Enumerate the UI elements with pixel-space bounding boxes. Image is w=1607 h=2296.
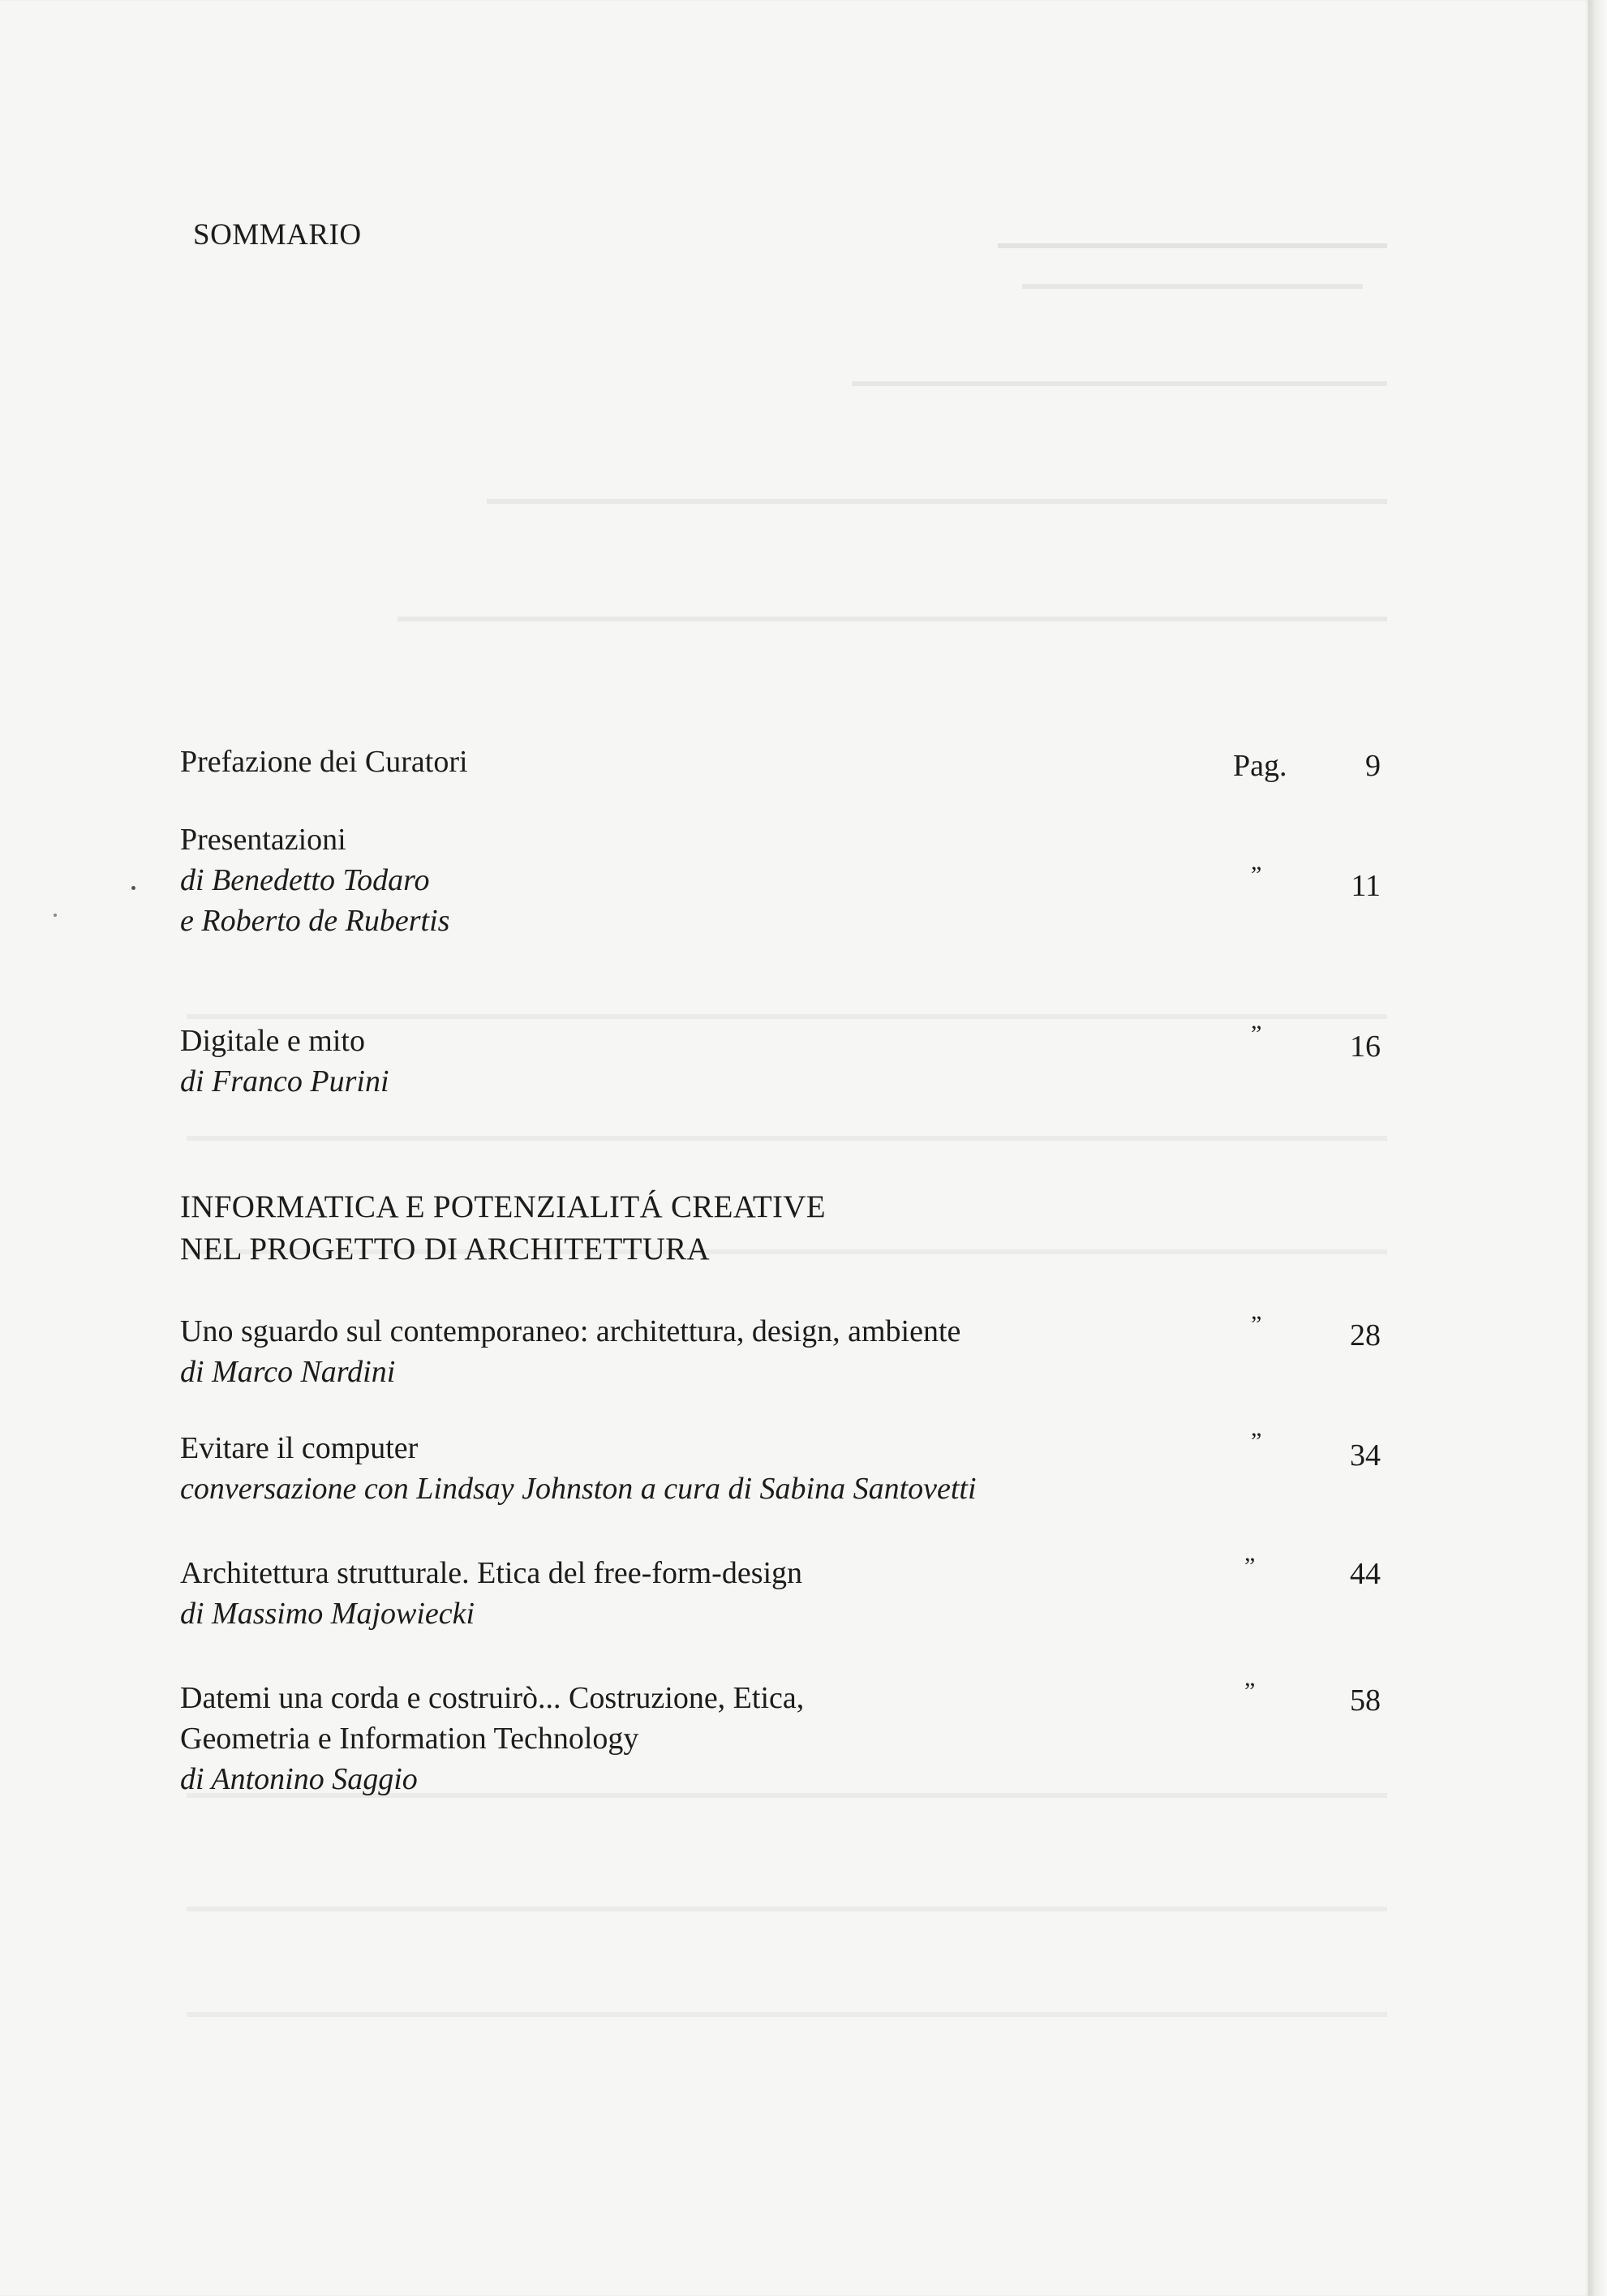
show-through-line (1022, 284, 1363, 289)
margin-speck (131, 886, 135, 890)
page-number: 44 (1350, 1557, 1381, 1591)
toc-entry (180, 1428, 1381, 1517)
toc-entry (180, 1021, 1381, 1110)
entry-title-line: Geometria e Information Technology (180, 1722, 639, 1756)
table-of-contents-heading: SOMMARIO (193, 218, 362, 252)
entry-author: di Franco Purini (180, 1064, 389, 1099)
show-through-line (187, 1907, 1387, 1911)
show-through-line (487, 499, 1387, 504)
page-number: 11 (1351, 869, 1381, 903)
entry-title: Evitare il computer (180, 1431, 419, 1465)
margin-speck (54, 914, 57, 917)
page-number: 34 (1350, 1438, 1381, 1473)
page-edge (1588, 0, 1607, 2296)
ditto-mark: ” (1251, 1021, 1262, 1047)
show-through-line (187, 2012, 1387, 2017)
entry-title: Uno sguardo sul contemporaneo: architettura, design, ambiente (180, 1314, 961, 1348)
entry-title: Prefazione dei Curatori (180, 745, 468, 779)
entry-title-line: Datemi una corda e costruirò... Costruzione, Etica, (180, 1681, 805, 1715)
ditto-mark: ” (1244, 1678, 1256, 1705)
show-through-line (187, 1136, 1387, 1141)
toc-entry (180, 1311, 1381, 1400)
show-through-line (397, 617, 1387, 621)
show-through-line (187, 1014, 1387, 1019)
section-title-line: NEL PROGETTO DI ARCHITETTURA (180, 1232, 710, 1266)
page-number: 16 (1350, 1030, 1381, 1064)
show-through-line (998, 243, 1387, 248)
toc-entry (180, 1553, 1381, 1642)
page-number: 58 (1350, 1683, 1381, 1718)
toc-entry (180, 1678, 1381, 1808)
page-number: 9 (1365, 749, 1381, 783)
ditto-mark: ” (1244, 1553, 1256, 1580)
entry-author: di Benedetto Todaro (180, 863, 430, 897)
entry-title: Architettura strutturale. Etica del free-form-design (180, 1556, 803, 1590)
toc-entry (180, 742, 1381, 790)
section-heading (180, 1186, 1381, 1271)
ditto-mark: ” (1251, 1311, 1262, 1338)
page-label: Pag. (1233, 749, 1287, 783)
entry-author: conversazione con Lindsay Johnston a cura di Sabina Santovetti (180, 1472, 977, 1506)
show-through-line (852, 381, 1387, 386)
ditto-mark: ” (1251, 1428, 1262, 1455)
entry-author: di Antonino Saggio (180, 1762, 418, 1796)
page-number: 28 (1350, 1318, 1381, 1352)
toc-entry (180, 819, 1381, 949)
ditto-mark: ” (1251, 862, 1262, 888)
entry-author: di Massimo Majowiecki (180, 1597, 475, 1631)
section-title-line: INFORMATICA E POTENZIALITÁ CREATIVE (180, 1189, 826, 1224)
entry-title: Presentazioni (180, 823, 346, 857)
entry-title: Digitale e mito (180, 1024, 365, 1058)
entry-author: e Roberto de Rubertis (180, 904, 450, 938)
entry-author: di Marco Nardini (180, 1355, 396, 1389)
